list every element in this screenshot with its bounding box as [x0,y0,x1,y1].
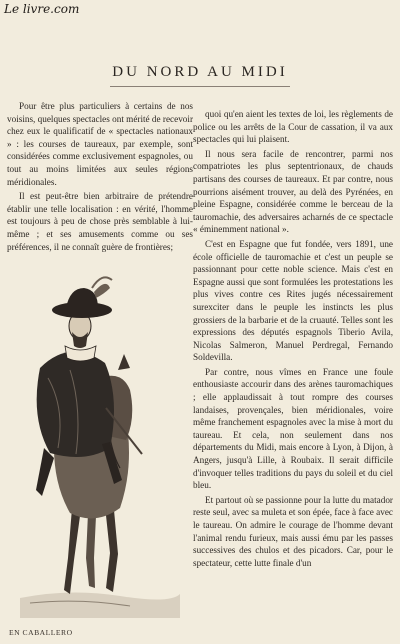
right-paragraph: Par contre, nous vîmes en France une foule enthousiaste accourir dans des arènes tauromachiques ; elle applaudissait à tout rompre des courses landaises, provençales, bien méridionales, voire même franchement espagnoles avec la mise à mort du taureau. Et cela, non seulement dans nos départements du Midi, mais encore à Lyon, à Dijon, à Angers, jusqu'à Lille, à Roubaix. Il serait difficile d'invoquer telles traditions du pays du soleil et du ciel bleu. [193,366,393,491]
right-column-text [193,108,393,643]
right-paragraph: quoi qu'en aient les textes de loi, les règlements de police ou les arrêts de la Cour de cassation, il va aux spectacles qui lui plaisent. [193,109,393,145]
title-rule [110,86,290,87]
illustration-caption: EN CABALLERO [9,628,73,637]
right-paragraph: Il nous sera facile de rencontrer, parmi nos compatriotes les plus septentrionaux, de chauds partisans des courses de taureaux. Et par contre, nous pourrions aisément trouver, au delà des Pyrénées, en pleine Espagne, considérée comme le berceau de la tauromachie, des adversaires acharnés de ce spectacle « éminemment national ». [193,148,393,235]
left-paragraph: Il est peut-être bien arbitraire de prétendre établir une telle localisation : en vérité, l'homme est toujours à peu de chose près semblable à lui-même ; et ses amusements comme ou ses préférences, il ne connaît guère de frontières; [7,191,193,252]
horseman-illustration [10,258,180,618]
article-title: DU NORD AU MIDI [112,64,288,80]
left-column-text [7,100,193,276]
right-paragraph: C'est en Espagne que fut fondée, vers 1891, une école officielle de tauromachie et c'est un peuple se passionnant pour cette noble science. Mais c'est en Espagne aussi que sont formulées les protestations les plus vives contre ces Rites jugés nécessairement surexciter dans le peuple les instincts les plus grossiers de la barbarie et de la cruauté. Telles sont les expressions des députés espagnols Tiberio Avila, Nicolas Salmeron, Manuel Perdregal, Fernando Soldevilla. [193,238,393,363]
right-paragraph: Et partout où se passionne pour la lutte du matador reste seul, avec sa muleta et son épée, face à face avec le taureau. On admire le courage de l'homme devant l'animal rendu furieux, mais aussi ému par les passes successives des chulos et des picadors. Car, pour le spectateur, cette lutte finale d'un [193,494,393,568]
left-paragraph: Pour être plus particuliers à certains de nos voisins, quelques spectacles ont mérité de recevoir chez eux le qualificatif de « spectacles nationaux » : les courses de taureaux, par exemple, sont considérées comme exclusivement espagnoles, ou tout au moins limitées aux seules régions méridionales. [7,101,193,187]
site-watermark: Le livre.com [4,2,80,16]
